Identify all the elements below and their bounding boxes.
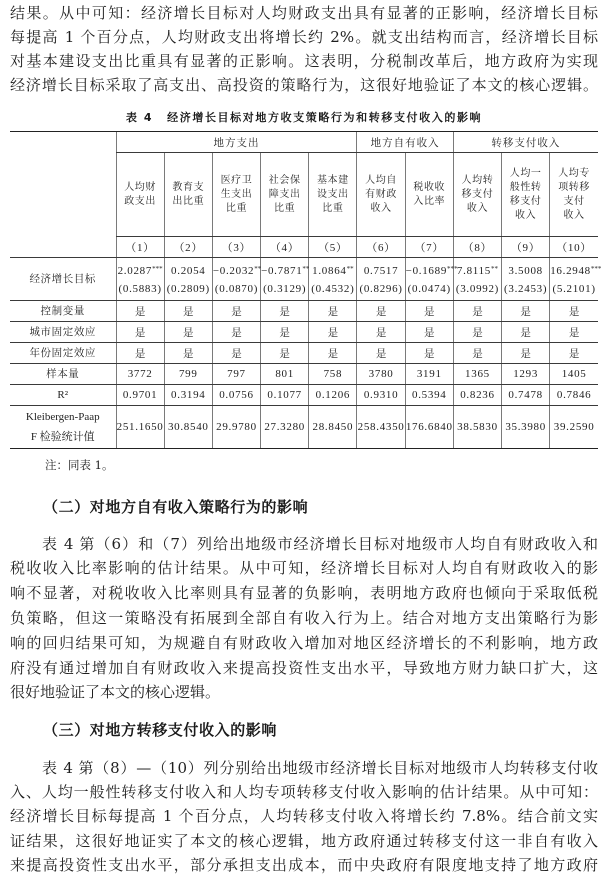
column-header-line: 移支付 xyxy=(509,195,542,207)
significance-stars: ** xyxy=(346,265,354,273)
table-cell: 1293 xyxy=(502,364,550,385)
table-cell: 251.1650 xyxy=(116,406,164,449)
table-cell: 0.7478 xyxy=(502,385,550,406)
row-label xyxy=(10,301,116,322)
coefficient-line xyxy=(502,260,549,280)
table-cell: 是 xyxy=(453,322,501,343)
table-cell: 0.1077 xyxy=(261,385,309,406)
coefficient-cell xyxy=(357,258,405,301)
coefficient-line xyxy=(261,260,308,280)
table-title: 经济增长目标对地方收支策略行为和转移支付收入的影响 xyxy=(167,111,483,124)
column-header-line: 入比率 xyxy=(413,195,446,207)
row-label xyxy=(10,364,116,385)
table-cell: 758 xyxy=(309,364,357,385)
table-cell: 是 xyxy=(550,343,598,364)
text-line: 表 4 第（8）—（10）列分别给出地级市经济增长目标对地级市人均转移支付收 xyxy=(42,758,598,777)
table-cell: 是 xyxy=(550,322,598,343)
text-line: 来提高投资性支出水平，部分承担支出成本，而中央政府有限度地支持了地方政府 xyxy=(10,856,598,875)
standard-error: (0.2809) xyxy=(166,283,210,295)
table-cell: 是 xyxy=(261,301,309,322)
table-note: 注：同表 1。 xyxy=(45,458,114,472)
coefficient-cell xyxy=(502,258,550,301)
coefficient-value: 2.0287 xyxy=(117,265,153,277)
column-header-line: 有财政 xyxy=(365,188,397,200)
column-header-line: 支付 xyxy=(563,195,585,207)
column-header xyxy=(309,153,357,237)
group-header: 转移支付收入 xyxy=(453,132,598,153)
table-cell: 是 xyxy=(164,322,212,343)
coefficient-value: −0.2032 xyxy=(212,265,255,277)
coefficient-value: 1.0864 xyxy=(312,265,347,277)
column-header-line: 基本建 xyxy=(316,174,349,186)
table-cell: 是 xyxy=(116,301,164,322)
table-header xyxy=(10,132,598,258)
column-header xyxy=(453,153,501,237)
table-number: 表 4 xyxy=(125,111,154,124)
row-label-line: Kleibergen-Paap xyxy=(25,411,100,423)
table-cell: 799 xyxy=(164,364,212,385)
column-header-line: 障支出 xyxy=(268,188,301,200)
text-line: 经济增长目标采取了高支出、高投资的策略行为，这很好地验证了本文的核心逻辑。 xyxy=(10,76,598,94)
table-cell: 是 xyxy=(309,343,357,364)
table-cell: 0.0756 xyxy=(212,385,260,406)
table-cell: 0.1206 xyxy=(309,385,357,406)
table-cell: 是 xyxy=(405,343,453,364)
coefficient-line xyxy=(405,260,458,280)
table-row xyxy=(10,343,598,364)
column-number: （4） xyxy=(261,237,309,258)
table-cell: 是 xyxy=(116,343,164,364)
significance-stars: ** xyxy=(490,265,498,273)
table-cell: 30.8540 xyxy=(164,406,212,449)
text-line: 很好地验证了本文的核心逻辑。 xyxy=(10,683,221,702)
row-label-line: 控制变量 xyxy=(40,305,85,317)
table-cell: 是 xyxy=(261,322,309,343)
column-header-line: 收入 xyxy=(466,202,489,214)
text-line: 响的回归结果可知，为规避自有财政收入增加对地区经济增长的不利影响，地方政 xyxy=(10,633,598,652)
column-number: （8） xyxy=(453,237,501,258)
column-header xyxy=(164,153,212,237)
table-cell: 801 xyxy=(261,364,309,385)
column-header-line: 项转移 xyxy=(558,181,591,193)
group-header-row xyxy=(10,132,598,153)
table-row xyxy=(10,406,598,449)
table-cell: 是 xyxy=(212,322,260,343)
table-cell: 258.4350 xyxy=(357,406,405,449)
row-label-line: R² xyxy=(57,389,69,401)
column-header-line: 政支出 xyxy=(124,195,156,207)
coefficient-value: 0.7517 xyxy=(363,265,399,277)
standard-error: (5.2101) xyxy=(552,283,596,295)
table-cell: 是 xyxy=(164,343,212,364)
row-label-line: 城市固定效应 xyxy=(29,326,97,338)
table-cell: 29.9780 xyxy=(212,406,260,449)
row-label xyxy=(10,385,116,406)
stub-header xyxy=(10,132,116,258)
coefficient-cell xyxy=(453,258,501,301)
coefficient-value: 16.2948 xyxy=(550,265,591,277)
table-cell: 176.6840 xyxy=(405,406,453,449)
coefficient-cell xyxy=(116,258,164,301)
table-cell: 是 xyxy=(309,322,357,343)
coefficient-cell xyxy=(405,258,458,301)
table-cell: 是 xyxy=(309,301,357,322)
table-row xyxy=(10,322,598,343)
table-cell: 是 xyxy=(502,343,550,364)
column-header xyxy=(502,153,550,237)
column-header-line: 收入 xyxy=(563,209,585,221)
text-line: 表 4 第（6）和（7）列给出地级市经济增长目标对地级市人均自有财政收入和 xyxy=(42,534,598,553)
group-header: 地方自有收入 xyxy=(357,132,453,153)
section-heading-own-revenue: （二）对地方自有收入策略行为的影响 xyxy=(43,498,309,516)
column-header xyxy=(357,153,405,237)
column-header xyxy=(212,153,260,237)
column-header-line: 社会保 xyxy=(268,174,301,186)
coefficient-value: −0.7871 xyxy=(261,265,303,277)
standard-error: (3.2453) xyxy=(504,283,548,295)
column-header-line: 收入 xyxy=(515,209,537,221)
table-cell: 0.9701 xyxy=(116,385,164,406)
table-cell: 是 xyxy=(405,301,453,322)
text-line: 证结果，这很好地证实了本文的核心逻辑，地方政府通过转移支付这一非自有收入 xyxy=(10,831,598,850)
table-cell: 是 xyxy=(550,301,598,322)
significance-stars: *** xyxy=(590,265,601,273)
coefficient-line xyxy=(454,260,501,280)
coefficient-cell xyxy=(164,258,212,301)
row-label xyxy=(10,258,116,301)
column-header-line: 设支出 xyxy=(316,188,349,200)
column-header-line: 般性转 xyxy=(509,181,542,193)
table-cell: 是 xyxy=(357,322,405,343)
column-header-line: 人均一 xyxy=(509,167,542,179)
text-line: 税收收入比率影响的估计结果。从中可知，经济增长目标对人均自有财政收入的影 xyxy=(10,559,598,578)
coefficient-value: 3.5008 xyxy=(508,265,543,277)
section-heading-transfer-income: （三）对地方转移支付收入的影响 xyxy=(43,721,278,739)
column-header-line: 教育支 xyxy=(172,181,205,193)
section-paragraph-own-revenue xyxy=(10,532,598,706)
text-line: 经济增长目标每提高 1 个百分点，人均转移支付收入将增长约 7.8%。结合前文实 xyxy=(10,807,598,826)
column-header-line: 税收收 xyxy=(413,181,446,193)
table-cell: 是 xyxy=(357,301,405,322)
text-line: 每提高 1 个百分点，人均财政支出将增长约 2%。就支出结构而言，经济增长目标 xyxy=(10,28,598,46)
table-cell: 3191 xyxy=(405,364,453,385)
column-header-line: 生支出 xyxy=(220,188,253,200)
table-cell: 797 xyxy=(212,364,260,385)
text-line: 对基本建设支出比重具有显著的正影响。这表明，分税制改革后，地方政府为实现 xyxy=(10,52,598,70)
group-header: 地方支出 xyxy=(116,132,357,153)
table-cell: 38.5830 xyxy=(453,406,501,449)
column-header xyxy=(261,153,309,237)
column-header-line: 比重 xyxy=(274,202,296,214)
table-cell: 35.3980 xyxy=(502,406,550,449)
table-cell: 是 xyxy=(164,301,212,322)
coefficient-value: 7.8115 xyxy=(456,265,491,277)
column-header xyxy=(116,153,164,237)
table-cell: 是 xyxy=(116,322,164,343)
table-cell: 是 xyxy=(357,343,405,364)
table-row xyxy=(10,364,598,385)
column-number: （7） xyxy=(405,237,453,258)
significance-stars: *** xyxy=(447,265,458,273)
coefficient-cell xyxy=(550,258,601,301)
text-line: 响不显著，对税收收入比率则具有显著的负影响，表明地方政府也倾向于采取低税 xyxy=(10,584,598,603)
column-header-line: 人均转 xyxy=(461,174,494,186)
regression-results-table xyxy=(10,131,601,449)
coefficient-cell xyxy=(309,258,357,301)
column-number: （10） xyxy=(550,237,598,258)
coefficient-value: 0.2054 xyxy=(171,265,206,277)
column-header-line: 人均财 xyxy=(124,181,156,193)
table-cell: 是 xyxy=(405,322,453,343)
standard-error: (0.5883) xyxy=(118,283,162,295)
column-header-line: 比重 xyxy=(322,202,344,214)
text-line: 入、人均一般性转移支付收入和人均专项转移支付收入影响的估计结果。从中可知： xyxy=(10,783,598,802)
table-row xyxy=(10,258,598,301)
column-header-line: 医疗卫 xyxy=(220,174,253,186)
coefficient-cell xyxy=(261,258,309,301)
column-number: （3） xyxy=(212,237,260,258)
table-cell: 0.3194 xyxy=(164,385,212,406)
row-label-line: 年份固定效应 xyxy=(29,347,97,359)
column-header xyxy=(550,153,598,237)
column-number: （5） xyxy=(309,237,357,258)
column-header xyxy=(405,153,453,237)
text-line: 负策略，但这一策略没有拓展到全部自有收入行为上。结合对地方支出策略行为影 xyxy=(10,608,598,627)
section-paragraph-transfer-income xyxy=(10,756,598,877)
standard-error: (0.0474) xyxy=(407,283,451,295)
row-label xyxy=(10,406,116,449)
table-cell: 0.9310 xyxy=(357,385,405,406)
column-number: （6） xyxy=(357,237,405,258)
standard-error: (0.3129) xyxy=(263,283,307,295)
standard-error: (0.4532) xyxy=(311,283,355,295)
table-body xyxy=(10,258,601,449)
coefficient-value: −0.1689 xyxy=(405,265,448,277)
table-row xyxy=(10,301,598,322)
table-cell: 39.2590 xyxy=(550,406,598,449)
significance-stars: ** xyxy=(254,265,262,273)
coefficient-line xyxy=(165,260,212,280)
row-label-line: F 检验统计值 xyxy=(30,431,95,443)
table-cell: 3780 xyxy=(357,364,405,385)
table-cell: 是 xyxy=(212,301,260,322)
column-header-line: 移支付 xyxy=(461,188,494,200)
column-number: （2） xyxy=(164,237,212,258)
significance-stars: *** xyxy=(152,265,163,273)
coefficient-line xyxy=(213,260,260,280)
coefficient-line xyxy=(309,260,356,280)
table-cell: 3772 xyxy=(116,364,164,385)
table-cell: 是 xyxy=(212,343,260,364)
intro-paragraph xyxy=(10,1,598,97)
table-cell: 是 xyxy=(502,322,550,343)
text-line: 府没有通过增加自有财政收入来提高投资性支出水平，导致地方财力缺口扩大，这 xyxy=(10,658,598,677)
text-line: 结果。从中可知：经济增长目标对人均财政支出具有显著的正影响，经济增长目标 xyxy=(10,4,598,22)
standard-error: (0.0870) xyxy=(214,283,259,295)
table-cell: 28.8450 xyxy=(309,406,357,449)
coefficient-cell xyxy=(212,258,260,301)
table-caption xyxy=(10,106,598,130)
column-header-line: 人均自 xyxy=(365,174,397,186)
column-header-line: 收入 xyxy=(370,202,392,214)
column-number: （1） xyxy=(116,237,164,258)
standard-error: (0.8296) xyxy=(359,283,403,295)
row-label-line: 经济增长目标 xyxy=(29,273,97,285)
coefficient-line xyxy=(117,260,164,280)
column-header-line: 人均专 xyxy=(558,167,591,179)
column-header-line: 出比重 xyxy=(172,195,205,207)
table-cell: 1365 xyxy=(453,364,501,385)
table-cell: 1405 xyxy=(550,364,598,385)
row-label-line: 样本量 xyxy=(46,368,80,380)
table-cell: 是 xyxy=(453,343,501,364)
significance-stars: ** xyxy=(302,265,310,273)
table-cell: 是 xyxy=(453,301,501,322)
coefficient-line xyxy=(550,260,601,280)
row-label xyxy=(10,343,116,364)
coefficient-line xyxy=(357,260,404,280)
table-cell: 0.7846 xyxy=(550,385,598,406)
table-cell: 0.5394 xyxy=(405,385,453,406)
row-label xyxy=(10,322,116,343)
standard-error: (3.0992) xyxy=(455,283,500,295)
column-header-line: 比重 xyxy=(225,202,248,214)
column-number: （9） xyxy=(502,237,550,258)
table-row xyxy=(10,385,598,406)
table-cell: 是 xyxy=(502,301,550,322)
table-cell: 27.3280 xyxy=(261,406,309,449)
table-cell: 是 xyxy=(261,343,309,364)
table-cell: 0.8236 xyxy=(453,385,501,406)
